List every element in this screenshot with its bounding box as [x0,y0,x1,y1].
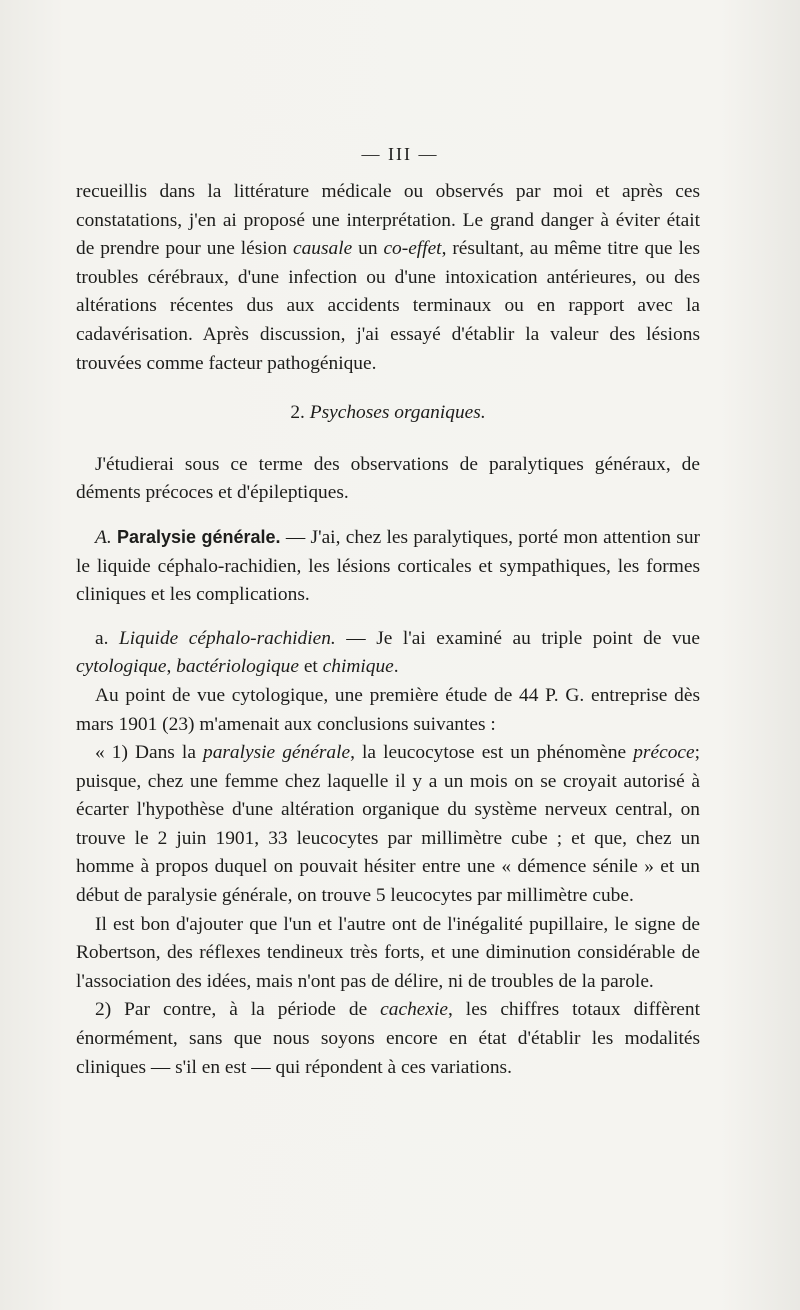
paragraph-1: recueillis dans la littérature médicale ou observés par moi et après ces constatations, j'en ai proposé une interprétation. Le grand danger à éviter était de prendre pour une lésion causale un co-effet, résultant, au même titre que les troubles cérébraux, d'une infection ou d'une intoxication antérieures, ou des altérations récentes dus aux accidents terminaux ou en rapport avec la cadavérisation. Après discussion, j'ai essayé d'établir la valeur des lésions trouvées comme facteur pathogénique. [76,181,700,374]
page-number: — III — [361,144,439,164]
paragraph-quote-1: « 1) Dans la paralysie générale, la leucocytose est un phénomène précoce; puisque, chez une femme chez laquelle il y a un mois on se croyait autorisé à écarter l'hypothèse d'une altération organique du système nerveux central, on trouve le 2 juin 1901, 33 leucocytes par millimètre cube ; et que, chez un homme à propos duquel on pouvait hésiter entre une « démence sénile » et un début de paralysie générale, on trouve 5 leucocytes par millimètre cube. [76,742,700,907]
paragraph-robertson: Il est bon d'ajouter que l'un et l'autre ont de l'inégalité pupillaire, le signe de Robertson, des réflexes tendineux très forts, et une diminution considérable de l'association des idées, mais n'ont pas de délire, ni de troubles de la parole. [76,913,700,992]
page-body [76,178,700,1082]
section-heading: 2. Psychoses organiques. [290,402,486,424]
paragraph-cachexie: 2) Par contre, à la période de cachexie, les chiffres totaux diffèrent énormément, sans que nous soyons encore en état d'établir les modalités cliniques — s'il en est — qui répondent à ces variations. [76,999,700,1078]
paragraph-paralysie-generale: A. Paralysie générale. — J'ai, chez les paralytiques, porté mon attention sur le liquide céphalo-rachidien, les lésions corticales et sympathiques, les formes cliniques et les complications. [76,526,700,606]
paragraph-cytologique: Au point de vue cytologique, une première étude de 44 P. G. entreprise dès mars 1901 (23) m'amenait aux conclusions suivantes : [76,684,700,735]
paragraph-liquide: a. Liquide céphalo-rachidien. — Je l'ai examiné au triple point de vue cytologique, bactériologique et chimique. [76,627,700,678]
paragraph-2: J'étudierai sous ce terme des observations de paralytiques généraux, de déments précoces et d'épileptiques. [76,453,700,504]
subsection-heading: Paralysie générale. [117,526,281,547]
